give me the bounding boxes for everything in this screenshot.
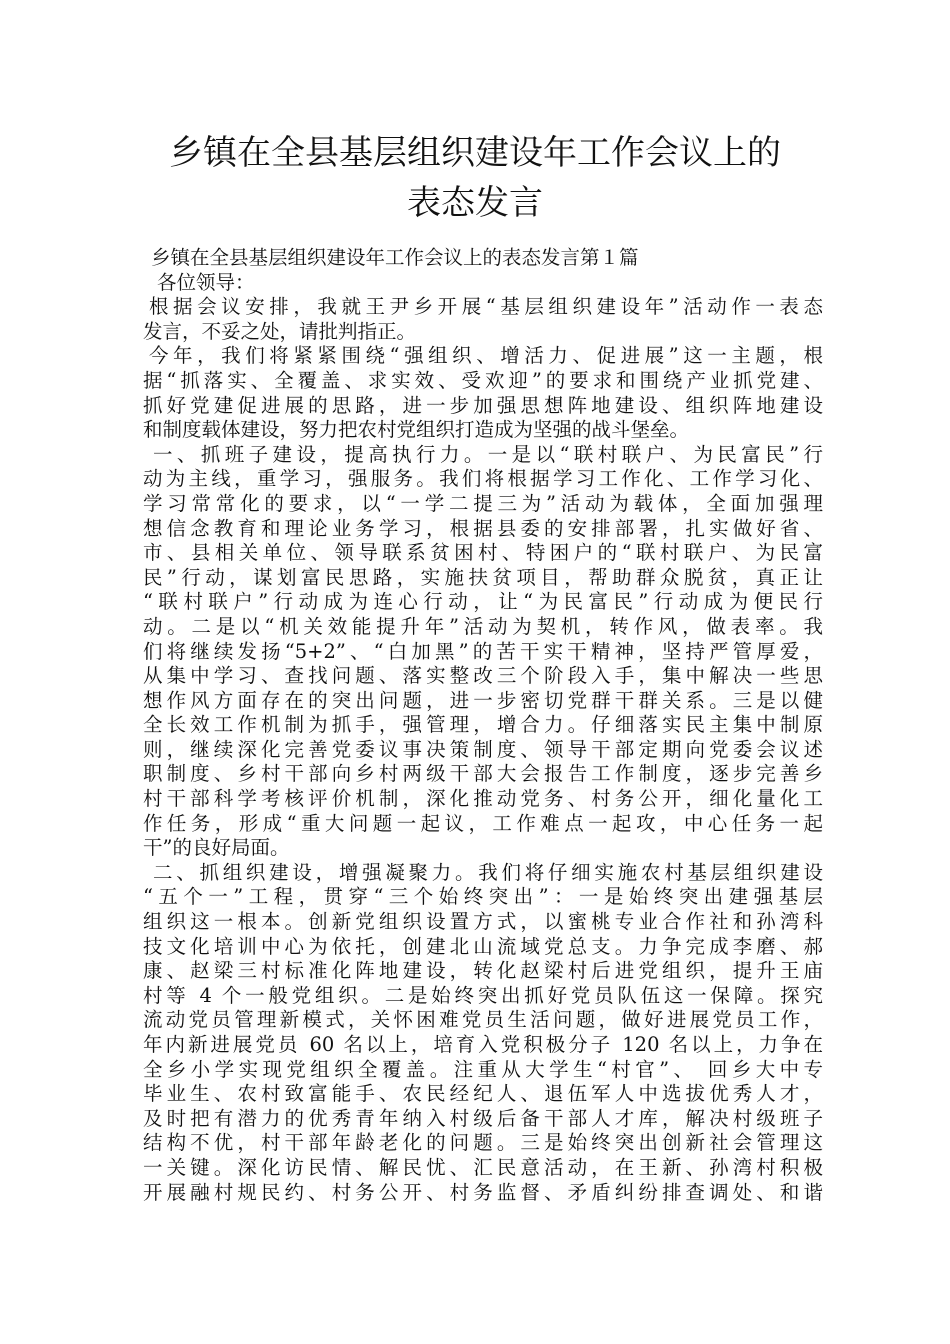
body-line: 则，继续深化完善党委议事决策制度、领导干部定期向党委会议述: [143, 737, 823, 761]
body-line: 干”的良好局面。: [143, 836, 290, 860]
body-line: 康、赵梁三村标准化阵地建设，转化赵梁村后进党组织，提升王庙: [143, 959, 823, 983]
body-line: 想作风方面存在的突出问题，进一步密切党群干群关系。三是以健: [143, 688, 823, 712]
body-line: 动为主线，重学习，强服务。我们将根据学习工作化、工作学习化、: [143, 467, 823, 491]
body-line: 组织这一根本。创新党组织设置方式，以蜜桃专业合作社和孙湾科: [143, 910, 823, 934]
document-title: [120, 128, 830, 228]
body-line: 村干部科学考核评价机制，深化推动党务、村务公开，细化量化工: [143, 787, 823, 811]
body-line: 市、县相关单位、领导联系贫困村、特困户的“联村联户、为民富: [143, 541, 823, 565]
body-line: 年内新进展党员 60 名以上，培育入党积极分子 120 名以上，力争在: [143, 1033, 823, 1056]
title-line-2: 表态发言: [407, 183, 543, 223]
body-line: 职制度、乡村干部向乡村两级干部大会报告工作制度，逐步完善乡: [143, 762, 823, 786]
body-line: 作任务，形成“重大问题一起议，工作难点一起攻，中心任务一起: [143, 811, 823, 835]
body-line: 从集中学习、查找问题、落实整改三个阶段入手，集中解决一些思: [143, 664, 823, 688]
body-line: 毕业生、农村致富能手、农民经纪人、退伍军人中选拔优秀人才，: [143, 1082, 823, 1106]
body-line: 动。二是以“机关效能提升年”活动为契机，转作风，做表率。我: [143, 614, 823, 638]
body-line: 及时把有潜力的优秀青年纳入村级后备干部人才库，解决村级班子: [143, 1106, 823, 1130]
body-line: 全乡小学实现党组织全覆盖。注重从大学生“村官”、 回乡大中专: [143, 1057, 823, 1081]
body-line: 发言，不妥之处，请批判指正。: [143, 319, 417, 343]
body-line: 据“抓落实、全覆盖、求实效、受欢迎”的要求和围绕产业抓党建、: [143, 368, 823, 392]
body-line: 和制度载体建设，努力把农村党组织打造成为坚强的战斗堡垒。: [143, 418, 690, 442]
document-body: [143, 246, 823, 1205]
body-line: 学习常常化的要求，以“一学二提三为”活动为载体，全面加强理: [143, 491, 823, 515]
body-line: 村等 4 个一般党组织。二是始终突出抓好党员队伍这一保障。探究: [143, 983, 823, 1007]
body-line: 各位领导：: [157, 270, 255, 294]
body-line: 一关键。深化访民情、解民忧、汇民意活动，在王新、孙湾村积极: [143, 1155, 823, 1179]
body-line: 开展融村规民约、村务公开、村务监督、矛盾纠纷排查调处、和谐: [143, 1180, 823, 1204]
body-line: 抓好党建促进展的思路，进一步加强思想阵地建设、组织阵地建设: [143, 393, 823, 417]
body-line: 全长效工作机制为抓手，强管理，增合力。仔细落实民主集中制原: [143, 713, 823, 737]
body-line: 乡镇在全县基层组织建设年工作会议上的表态发言第１篇: [151, 246, 639, 269]
body-line: 结构不优，村干部年龄老化的问题。三是始终突出创新社会管理这: [143, 1131, 823, 1155]
body-line: “联村联户”行动成为连心行动，让“为民富民”行动成为便民行: [143, 590, 823, 614]
body-line: 根据会议安排，我就王尹乡开展“基层组织建设年”活动作一表态: [149, 295, 823, 319]
body-line: 流动党员管理新模式，关怀困难党员生活问题，做好进展党员工作，: [143, 1008, 823, 1032]
body-line: 今年，我们将紧紧围绕“强组织、增活力、促进展”这一主题，根: [149, 344, 823, 368]
body-line: 二、抓组织建设，增强凝聚力。我们将仔细实施农村基层组织建设: [153, 860, 823, 884]
title-line-1: 乡镇在全县基层组织建设年工作会议上的: [169, 133, 781, 173]
body-line: 一、抓班子建设，提高执行力。一是以“联村联户、为民富民”行: [153, 442, 823, 466]
body-line: 技文化培训中心为依托，创建北山流域党总支。力争完成李磨、郝: [143, 934, 823, 958]
body-line: “五个一”工程，贯穿“三个始终突出”：一是始终突出建强基层: [143, 885, 823, 909]
body-line: 想信念教育和理论业务学习，根据县委的安排部署，扎实做好省、: [143, 516, 823, 540]
body-line: 们将继续发扬“5+2”、“白加黑”的苦干实干精神，坚持严管厚爱，: [143, 639, 823, 663]
body-line: 民”行动，谋划富民思路，实施扶贫项目，帮助群众脱贫，真正让: [143, 565, 823, 589]
